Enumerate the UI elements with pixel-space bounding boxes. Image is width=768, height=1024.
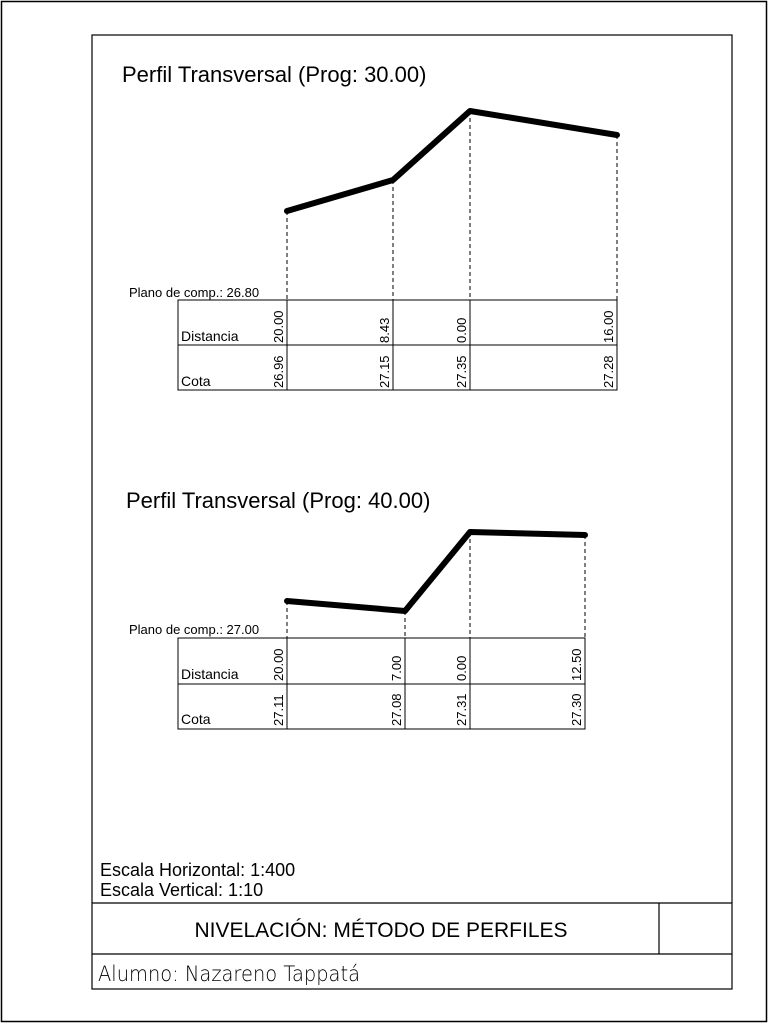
profile-1-distance-value: 16.00: [601, 310, 616, 343]
profile-1-distance-row-label: Distancia: [181, 328, 239, 344]
profile-2-elevation-value: 27.11: [271, 694, 286, 726]
profile-2-distance-value: 20.00: [271, 648, 286, 681]
profile-1: [122, 62, 617, 390]
profile-1-guide-lines: [287, 111, 617, 300]
profile-1-data-table: [178, 300, 617, 390]
horizontal-scale-note: Escala Horizontal: 1:400: [100, 860, 296, 880]
profile-2-elevation-value: 27.30: [569, 693, 584, 726]
profile-2-elevation-value: 27.08: [389, 693, 404, 726]
profile-2-distance-row-label: Distancia: [181, 666, 239, 682]
student-name: Alumno: Nazareno Tappatá: [98, 962, 360, 986]
profile-1-datum-label: Plano de comp.: 26.80: [129, 285, 260, 300]
profile-2-elevation-row-label: Cota: [181, 711, 211, 727]
profile-2-terrain-line: [287, 532, 585, 611]
profile-2-distance-value: 0.00: [454, 655, 469, 681]
profile-1-distance-value: 8.43: [377, 317, 392, 343]
profile-2-distance-value: 7.00: [389, 655, 404, 681]
profile-1-distance-value: 20.00: [271, 310, 286, 343]
profile-1-elevation-value: 27.35: [454, 355, 469, 388]
profile-1-elevation-row-label: Cota: [181, 373, 211, 389]
profile-1-elevation-value: 26.96: [271, 355, 286, 388]
profile-1-elevation-value: 27.15: [377, 355, 392, 388]
profile-1-title: Perfil Transversal (Prog: 30.00): [122, 62, 427, 87]
profile-2: [126, 488, 585, 729]
profile-1-elevation-value: 27.28: [601, 355, 616, 388]
profile-2-elevation-value: 27.31: [454, 693, 469, 726]
vertical-scale-note: Escala Vertical: 1:10: [100, 880, 264, 900]
profile-2-title: Perfil Transversal (Prog: 40.00): [126, 488, 431, 513]
profile-1-distance-value: 0.00: [454, 317, 469, 343]
profile-1-terrain-line: [287, 111, 617, 211]
profile-2-datum-label: Plano de comp.: 27.00: [129, 622, 260, 637]
profile-2-guide-lines: [287, 532, 585, 638]
profile-2-distance-value: 12.50: [569, 648, 584, 681]
sheet-title: NIVELACIÓN: MÉTODO DE PERFILES: [194, 919, 568, 942]
profile-2-data-table: [178, 638, 585, 729]
